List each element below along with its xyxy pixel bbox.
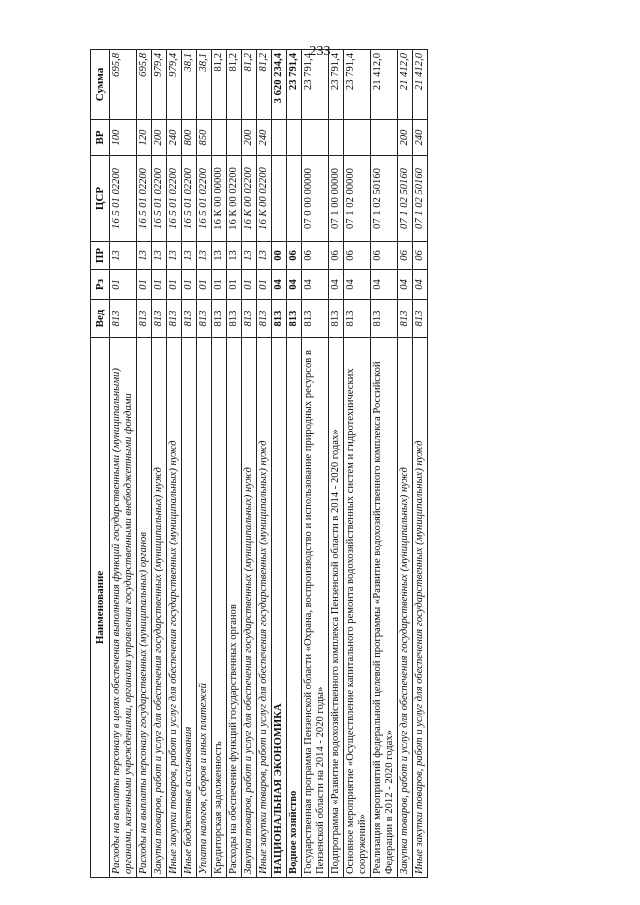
cell-pr: 13: [257, 242, 272, 270]
table-row: [328, 50, 343, 878]
cell-rz: 04: [302, 270, 329, 300]
cell-rz: 01: [212, 270, 227, 300]
cell-sum: 38,1: [182, 50, 197, 120]
cell-name: Закупка товаров, работ и услуг для обеспечения государственных (муниципальных) нужд: [242, 338, 257, 878]
cell-rz: 01: [227, 270, 242, 300]
cell-vr: 200: [152, 120, 167, 156]
cell-sum: 23 791,4: [343, 50, 370, 120]
cell-sum: 21 412,0: [412, 50, 427, 120]
cell-sum: 21 412,0: [370, 50, 397, 120]
cell-sum: 23 791,4: [302, 50, 329, 120]
cell-ved: 813: [242, 300, 257, 338]
table-row: [370, 50, 397, 878]
cell-ved: 813: [302, 300, 329, 338]
cell-vr: [302, 120, 329, 156]
cell-csr: 16 К 00 02200: [257, 156, 272, 242]
cell-csr: 16 5 01 02200: [167, 156, 182, 242]
cell-rz: 04: [328, 270, 343, 300]
cell-pr: 13: [227, 242, 242, 270]
cell-ved: 813: [272, 300, 287, 338]
cell-ved: 813: [370, 300, 397, 338]
cell-pr: 13: [197, 242, 212, 270]
cell-vr: 120: [137, 120, 152, 156]
header-name: Наименование: [91, 338, 110, 878]
cell-name: Реализация мероприятий федеральной целевой программы «Развитие водохозяйственного комплекса Российской Федерации в 2012 - 2020 годах»: [370, 338, 397, 878]
table-body: [110, 50, 427, 878]
cell-vr: 240: [257, 120, 272, 156]
cell-csr: [272, 156, 287, 242]
cell-rz: 04: [272, 270, 287, 300]
cell-sum: 3 620 234,4: [272, 50, 287, 120]
cell-rz: 01: [257, 270, 272, 300]
cell-sum: 81,2: [242, 50, 257, 120]
cell-name: Государственная программа Пензенской области «Охрана, воспроизводство и использование природных ресурсов в Пензенской области на 2014 - 2020 годы»: [302, 338, 329, 878]
table-row: [182, 50, 197, 878]
cell-vr: [287, 120, 302, 156]
cell-vr: 200: [242, 120, 257, 156]
table-row: [272, 50, 287, 878]
cell-vr: 800: [182, 120, 197, 156]
cell-pr: 06: [370, 242, 397, 270]
cell-sum: 81,2: [212, 50, 227, 120]
cell-pr: 13: [137, 242, 152, 270]
header-sum: Сумма: [91, 50, 110, 120]
cell-csr: 07 1 02 50160: [370, 156, 397, 242]
cell-ved: 813: [227, 300, 242, 338]
cell-name: Иные закупки товаров, работ и услуг для обеспечения государственных (муниципальных) нужд: [412, 338, 427, 878]
cell-rz: 01: [242, 270, 257, 300]
cell-vr: 240: [412, 120, 427, 156]
cell-ved: 813: [152, 300, 167, 338]
table-row: [412, 50, 427, 878]
cell-name: Иные бюджетные ассигнования: [182, 338, 197, 878]
cell-name: Иные закупки товаров, работ и услуг для обеспечения государственных (муниципальных) нужд: [257, 338, 272, 878]
cell-ved: 813: [257, 300, 272, 338]
cell-pr: 13: [182, 242, 197, 270]
header-pr: ПР: [91, 242, 110, 270]
cell-sum: 695,8: [137, 50, 152, 120]
cell-csr: 07 1 02 00000: [343, 156, 370, 242]
cell-vr: 100: [110, 120, 137, 156]
cell-csr: [287, 156, 302, 242]
cell-pr: 13: [152, 242, 167, 270]
cell-sum: 979,4: [152, 50, 167, 120]
cell-pr: 06: [287, 242, 302, 270]
table-row: [397, 50, 412, 878]
table-header-row: [91, 50, 110, 878]
table-row: [287, 50, 302, 878]
cell-ved: 813: [197, 300, 212, 338]
cell-name: Расходы на выплаты персоналу в целях обеспечения выполнения функций государственными (муниципальными) органами, казенными учреждениями, органами управления государственными внебюджетными фондами: [110, 338, 137, 878]
cell-name: НАЦИОНАЛЬНАЯ ЭКОНОМИКА: [272, 338, 287, 878]
page-number: 233: [309, 44, 331, 59]
cell-name: Закупка товаров, работ и услуг для обеспечения государственных (муниципальных) нужд: [152, 338, 167, 878]
cell-csr: 07 1 02 50160: [412, 156, 427, 242]
header-ved: Вед: [91, 300, 110, 338]
cell-ved: 813: [110, 300, 137, 338]
header-csr: ЦСР: [91, 156, 110, 242]
budget-table: [90, 49, 428, 878]
cell-ved: 813: [328, 300, 343, 338]
cell-pr: 13: [110, 242, 137, 270]
cell-sum: 695,8: [110, 50, 137, 120]
cell-vr: 850: [197, 120, 212, 156]
table-row: [212, 50, 227, 878]
table-row: [152, 50, 167, 878]
cell-sum: 979,4: [167, 50, 182, 120]
cell-sum: 21 412,0: [397, 50, 412, 120]
table-row: [137, 50, 152, 878]
cell-name: Водное хозяйство: [287, 338, 302, 878]
cell-pr: 00: [272, 242, 287, 270]
cell-ved: 813: [343, 300, 370, 338]
cell-pr: 13: [167, 242, 182, 270]
cell-ved: 813: [212, 300, 227, 338]
cell-name: Уплата налогов, сборов и иных платежей: [197, 338, 212, 878]
cell-vr: [370, 120, 397, 156]
cell-name: Подпрограмма «Развитие водохозяйственного комплекса Пензенской области в 2014 - 2020 годах»: [328, 338, 343, 878]
cell-ved: 813: [412, 300, 427, 338]
cell-rz: 04: [370, 270, 397, 300]
cell-csr: 07 1 02 50160: [397, 156, 412, 242]
table-row: [242, 50, 257, 878]
cell-pr: 06: [328, 242, 343, 270]
cell-name: Иные закупки товаров, работ и услуг для обеспечения государственных (муниципальных) нужд: [167, 338, 182, 878]
table-row: [110, 50, 137, 878]
cell-csr: 07 0 00 00000: [302, 156, 329, 242]
cell-rz: 04: [397, 270, 412, 300]
table-row: [227, 50, 242, 878]
cell-name: Кредиторская задолженность: [212, 338, 227, 878]
cell-ved: 813: [397, 300, 412, 338]
cell-rz: 04: [287, 270, 302, 300]
cell-vr: 240: [167, 120, 182, 156]
cell-name: Закупка товаров, работ и услуг для обеспечения государственных (муниципальных) нужд: [397, 338, 412, 878]
cell-name: Основное мероприятие «Осуществление капитального ремонта водохозяйственных систем и гидротехнических сооружений»: [343, 338, 370, 878]
cell-sum: 23 791,4: [287, 50, 302, 120]
cell-pr: 06: [397, 242, 412, 270]
cell-csr: 16 5 01 02200: [197, 156, 212, 242]
cell-rz: 04: [343, 270, 370, 300]
cell-rz: 04: [412, 270, 427, 300]
cell-vr: [343, 120, 370, 156]
cell-csr: 16 К 00 02200: [227, 156, 242, 242]
header-vr: ВР: [91, 120, 110, 156]
cell-ved: 813: [137, 300, 152, 338]
cell-vr: [272, 120, 287, 156]
cell-csr: 16 5 01 02200: [182, 156, 197, 242]
table-row: [302, 50, 329, 878]
cell-csr: 16 5 01 02200: [137, 156, 152, 242]
cell-ved: 813: [287, 300, 302, 338]
cell-vr: 200: [397, 120, 412, 156]
header-rz: Рз: [91, 270, 110, 300]
cell-ved: 813: [167, 300, 182, 338]
table-row: [167, 50, 182, 878]
cell-name: Расходы на обеспечение функций государственных органов: [227, 338, 242, 878]
cell-vr: [328, 120, 343, 156]
cell-rz: 01: [152, 270, 167, 300]
cell-csr: 16 К 00 02200: [242, 156, 257, 242]
cell-csr: 16 К 00 00000: [212, 156, 227, 242]
cell-rz: 01: [110, 270, 137, 300]
cell-rz: 01: [182, 270, 197, 300]
cell-sum: 23 791,4: [328, 50, 343, 120]
cell-pr: 06: [302, 242, 329, 270]
table-row: [343, 50, 370, 878]
cell-ved: 813: [182, 300, 197, 338]
cell-name: Расходы на выплаты персоналу государственных (муниципальных) органов: [137, 338, 152, 878]
table-row: [197, 50, 212, 878]
cell-pr: 13: [242, 242, 257, 270]
cell-pr: 13: [212, 242, 227, 270]
cell-rz: 01: [197, 270, 212, 300]
cell-rz: 01: [167, 270, 182, 300]
cell-csr: 07 1 00 00000: [328, 156, 343, 242]
table-row: [257, 50, 272, 878]
cell-vr: [227, 120, 242, 156]
cell-csr: 16 5 01 02200: [110, 156, 137, 242]
cell-pr: 06: [343, 242, 370, 270]
cell-sum: 81,2: [257, 50, 272, 120]
rotated-table-container: [90, 50, 636, 878]
cell-sum: 38,1: [197, 50, 212, 120]
cell-pr: 06: [412, 242, 427, 270]
cell-sum: 81,2: [227, 50, 242, 120]
cell-rz: 01: [137, 270, 152, 300]
cell-vr: [212, 120, 227, 156]
cell-csr: 16 5 01 02200: [152, 156, 167, 242]
